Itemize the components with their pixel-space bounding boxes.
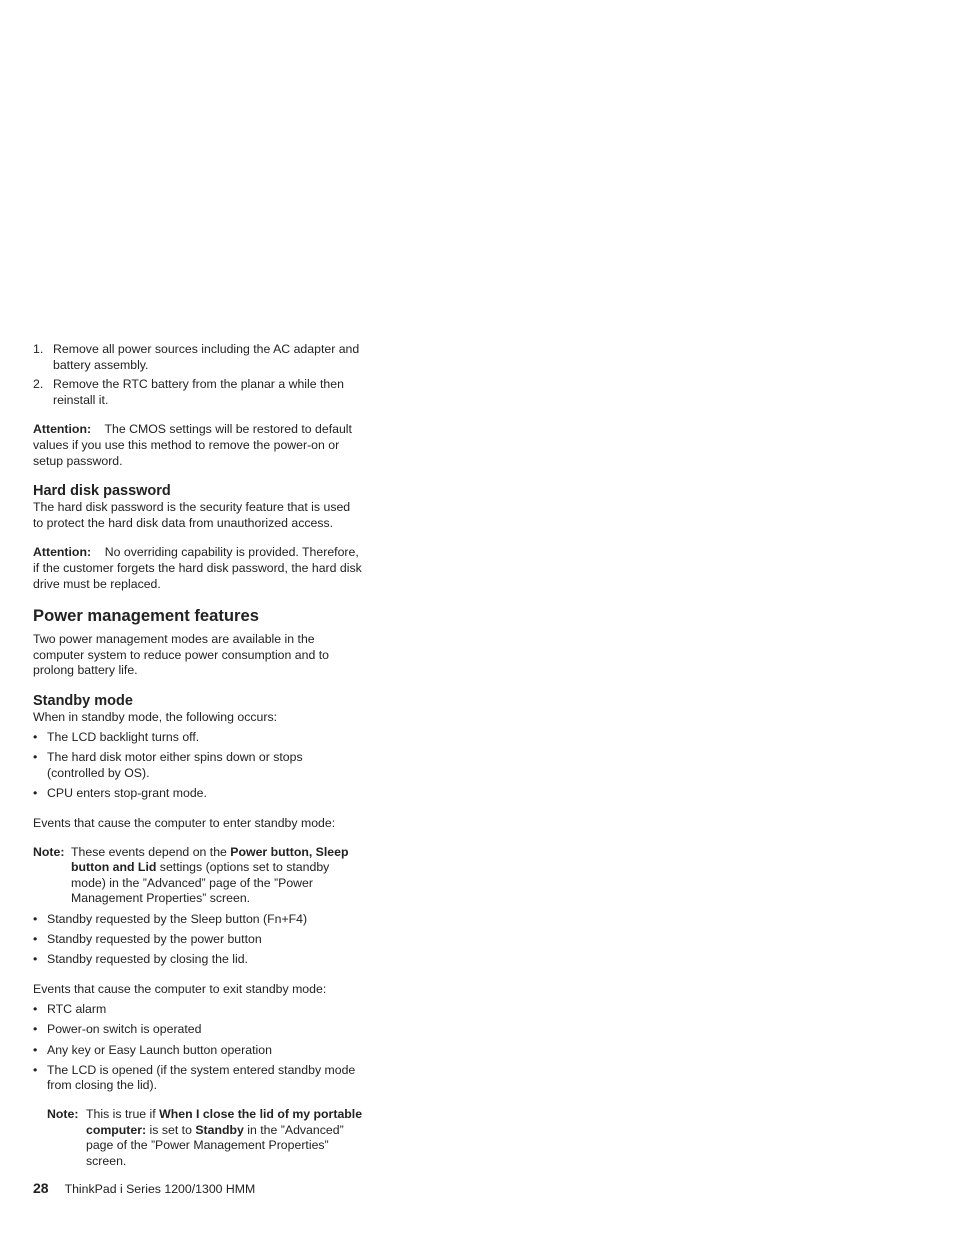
heading-power-management: Power management features bbox=[33, 606, 259, 626]
list-item-text: RTC alarm bbox=[47, 1002, 107, 1017]
list-item bbox=[33, 1063, 363, 1094]
heading-hard-disk-password: Hard disk password bbox=[33, 483, 171, 500]
bullet: • bbox=[33, 952, 38, 967]
step-2 bbox=[33, 377, 363, 408]
note-bold: When I close the lid of my portable computer: bbox=[86, 1107, 363, 1137]
attention-text: The CMOS settings will be restored to default values if you use this method to remove the power-on or setup password. bbox=[33, 422, 352, 468]
standby-intro: When in standby mode, the following occurs: bbox=[33, 709, 278, 724]
note-bold: Power button, Sleep button and Lid bbox=[71, 844, 349, 875]
note-text: This is true if bbox=[86, 1107, 160, 1122]
list-item bbox=[33, 1002, 363, 1018]
exit-intro: Events that cause the computer to exit standby mode: bbox=[33, 981, 327, 996]
list-item bbox=[33, 932, 363, 948]
enter-intro: Events that cause the computer to enter standby mode: bbox=[33, 815, 336, 830]
page-content bbox=[33, 342, 363, 1169]
bullet: • bbox=[33, 750, 38, 765]
pm-body: Two power management modes are available in the computer system to reduce power consumption and to prolong battery life. bbox=[33, 632, 329, 678]
footer-title: ThinkPad i Series 1200/1300 HMM bbox=[64, 1182, 256, 1196]
step-text: Remove the RTC battery from the planar a while then reinstall it. bbox=[53, 377, 344, 407]
list-item bbox=[33, 952, 363, 968]
note-lid bbox=[33, 1107, 363, 1169]
list-item bbox=[33, 750, 363, 781]
list-item-text: Any key or Easy Launch button operation bbox=[47, 1042, 272, 1057]
list-item-text: The hard disk motor either spins down or stops (controlled by OS). bbox=[47, 750, 303, 781]
attention-text: No overriding capability is provided. Therefore, if the customer forgets the hard disk password, the hard disk drive must be replaced. bbox=[33, 545, 362, 591]
list-item bbox=[33, 730, 363, 746]
note-label: Note: bbox=[47, 1107, 79, 1122]
list-item bbox=[33, 912, 363, 928]
heading-standby-mode: Standby mode bbox=[33, 692, 133, 709]
bullet: • bbox=[33, 1042, 38, 1057]
bullet: • bbox=[33, 1002, 38, 1017]
step-number: 2. bbox=[33, 377, 44, 392]
list-item-text: The LCD is opened (if the system entered standby mode from closing the lid). bbox=[47, 1062, 356, 1093]
list-item bbox=[33, 1022, 363, 1038]
list-item-text: The LCD backlight turns off. bbox=[47, 730, 200, 745]
note-bold: Standby bbox=[195, 1122, 244, 1137]
step-number: 1. bbox=[33, 342, 44, 356]
bullet: • bbox=[33, 1062, 38, 1077]
bullet: • bbox=[33, 931, 38, 946]
step-1 bbox=[33, 342, 363, 373]
bullet: • bbox=[33, 911, 38, 926]
note-text: is set to bbox=[146, 1122, 196, 1137]
list-item-text: Standby requested by closing the lid. bbox=[47, 952, 248, 967]
attention-hdd bbox=[33, 545, 363, 592]
attention-cmos bbox=[33, 422, 363, 469]
bullet: • bbox=[33, 786, 38, 801]
page-footer bbox=[33, 1180, 255, 1197]
note-text: These events depend on the bbox=[71, 844, 231, 859]
note-settings bbox=[33, 845, 363, 907]
attention-label: Attention: bbox=[33, 422, 92, 437]
list-item bbox=[33, 1043, 363, 1059]
list-item bbox=[33, 786, 363, 802]
list-item-text: Standby requested by the Sleep button (Fn+F4) bbox=[47, 911, 308, 926]
note-label: Note: bbox=[33, 844, 65, 859]
attention-label: Attention: bbox=[33, 545, 92, 560]
bullet: • bbox=[33, 1022, 38, 1037]
note-text: in the ”Advanced” page of the ”Power Management Properties” screen. bbox=[86, 1122, 344, 1168]
list-item-text: CPU enters stop-grant mode. bbox=[47, 786, 207, 801]
list-item-text: Power-on switch is operated bbox=[47, 1022, 202, 1037]
hdd-body: The hard disk password is the security feature that is used to protect the hard disk data from unauthorized access. bbox=[33, 500, 351, 530]
note-text: settings (options set to standby mode) in the ”Advanced” page of the ”Power Management Properties” screen. bbox=[71, 860, 330, 906]
list-item-text: Standby requested by the power button bbox=[47, 931, 262, 946]
page-number: 28 bbox=[33, 1180, 49, 1196]
bullet: • bbox=[33, 730, 38, 745]
step-text: Remove all power sources including the AC adapter and battery assembly. bbox=[53, 342, 360, 372]
